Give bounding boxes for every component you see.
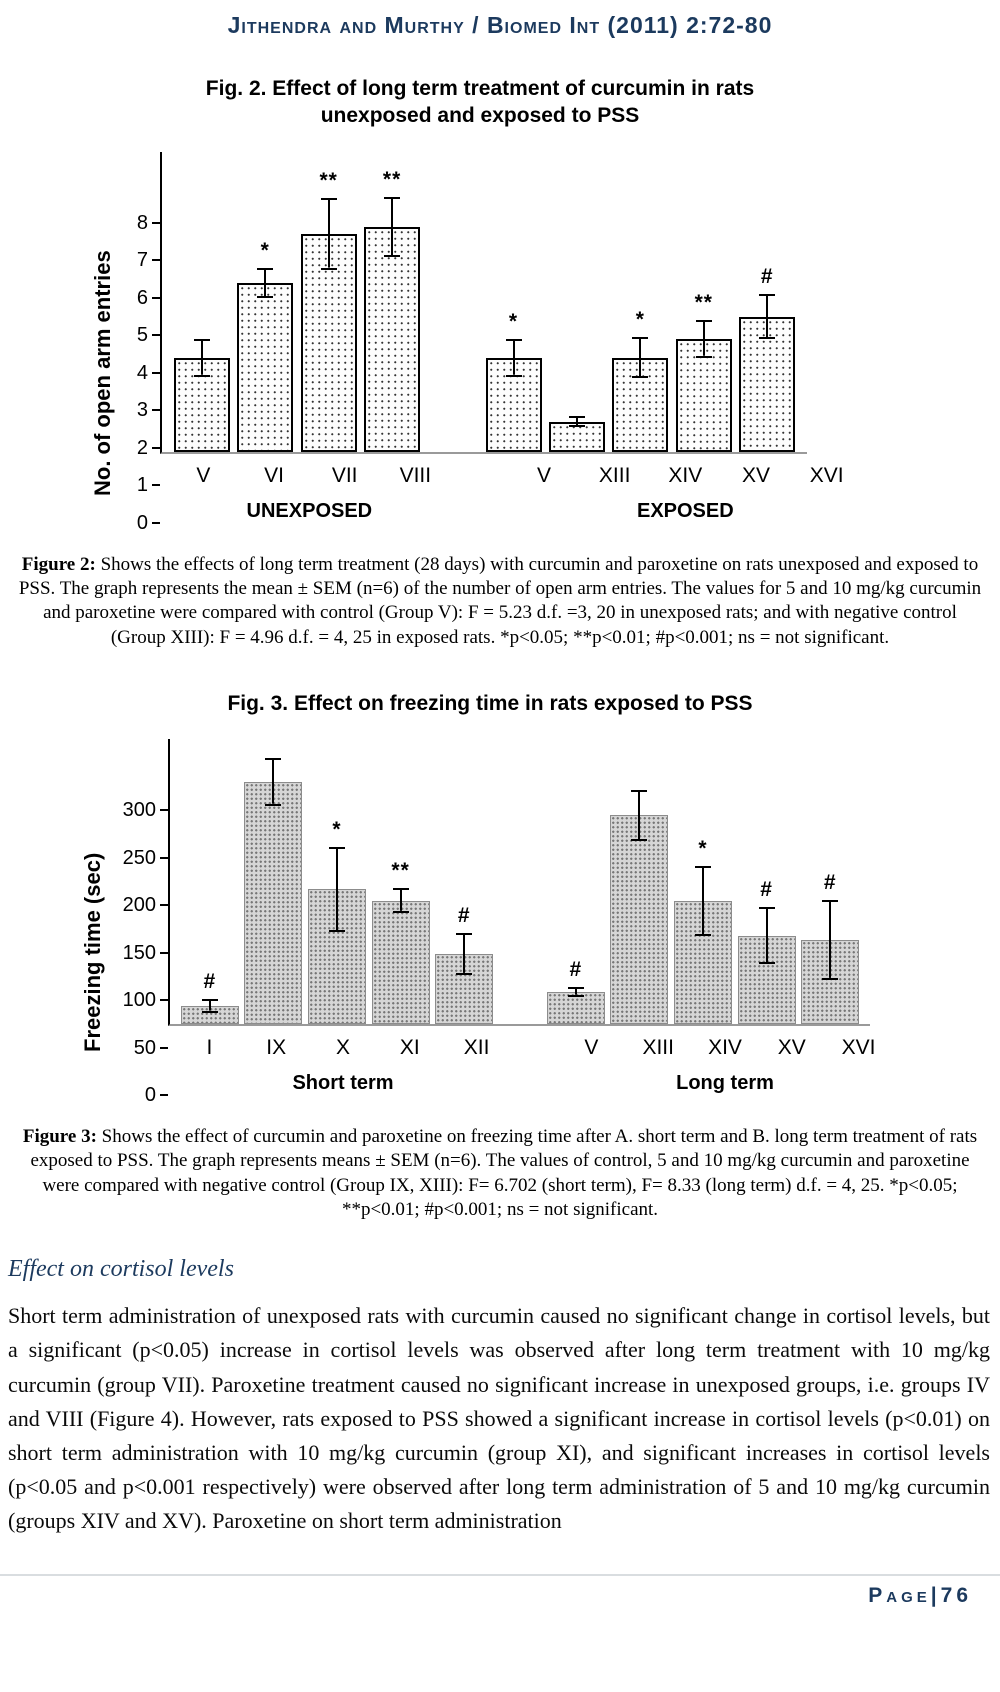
x-tick-label: XV: [777, 1036, 806, 1060]
significance-marker: **: [382, 167, 402, 191]
significance-marker: #: [760, 265, 774, 289]
y-tick-label: 300: [122, 799, 156, 822]
significance-marker: #: [569, 958, 583, 982]
y-tick-label: 7: [136, 249, 148, 272]
y-tick-mark: [160, 904, 168, 906]
figure2-plot: [90, 152, 870, 534]
y-tick-label: 0: [144, 1084, 156, 1107]
error-bar: [631, 790, 647, 841]
figure3-y-axis-label: Freezing time (sec): [80, 853, 105, 1053]
significance-marker: **: [319, 169, 338, 193]
y-tick-label: 200: [122, 894, 156, 917]
error-bar: [759, 907, 775, 964]
group-gap: [451, 464, 509, 488]
bar-cell: [672, 152, 735, 452]
figure3-chart: [80, 690, 900, 1107]
y-tick-label: 6: [136, 286, 148, 309]
figure2-x-labels: [160, 464, 870, 488]
y-tick-label: 50: [133, 1036, 156, 1059]
figure3-plot-stack: [168, 739, 900, 1095]
bar-cell: [482, 152, 545, 452]
y-tick-mark: [152, 447, 160, 449]
y-tick-label: 150: [122, 941, 156, 964]
bar-V: [547, 992, 605, 1024]
y-tick-mark: [160, 1047, 168, 1049]
significance-marker: #: [823, 870, 837, 894]
y-tick-mark: [152, 409, 160, 411]
section-heading: Effect on cortisol levels: [8, 1256, 234, 1283]
y-tick-mark: [152, 297, 160, 299]
error-bar: [257, 268, 273, 298]
figure3-y-axis: [106, 799, 168, 1107]
bar-group: [178, 739, 496, 1024]
figure2-plot-stack: [160, 152, 870, 523]
x-tick-label: XIII: [642, 1036, 674, 1060]
y-tick-mark: [152, 484, 160, 486]
figure2-group-labels: [160, 500, 870, 523]
group-gap: [451, 500, 509, 523]
x-tick-label: XIII: [598, 463, 631, 487]
bar-cell: [233, 152, 296, 452]
significance-marker: *: [260, 238, 270, 262]
bar-cell: [609, 152, 672, 452]
figure2-title: Fig. 2. Effect of long term treatment of curcumin in rats unexposed and exposed to PSS: [205, 77, 755, 128]
y-tick-label: 5: [136, 324, 148, 347]
y-tick-mark: [152, 222, 160, 224]
y-tick-mark: [160, 999, 168, 1001]
error-bar: [384, 197, 400, 257]
bar-group: [544, 739, 862, 1024]
x-tick-label: X: [335, 1036, 350, 1060]
bar-cell: [170, 152, 233, 452]
figure3-x-labels: [168, 1036, 900, 1060]
bar-cell: [798, 739, 862, 1024]
y-tick-mark: [152, 522, 160, 524]
significance-marker: #: [203, 970, 217, 994]
figure3-caption-label: Figure 3:: [22, 1126, 97, 1148]
bar-XIII: [610, 815, 668, 1024]
bar-group: [482, 152, 799, 452]
y-tick-label: 8: [136, 211, 148, 234]
header-citation: Jithendra and Murthy / Biomed Int (2011) 2:72-80: [227, 12, 773, 38]
figure3-caption-text: Shows the effect of curcumin and paroxetine on freezing time after A. short term and B. long term treatment of rats exposed to PSS. The graph represents means ± SEM (n=6). The values of control, 5 and 10 mg/kg curcumin and paroxetine were compared with negative control (Group IX, XIII): F= 6.702 (short term), F= 8.33 (long term) d.f. = 4, 25. *p<0.05; **p<0.01; #p<0.001; ns = not significant.: [30, 1126, 978, 1221]
error-bar: [569, 416, 585, 427]
error-bar: [568, 987, 584, 997]
y-tick-label: 250: [122, 846, 156, 869]
error-bar: [506, 339, 522, 377]
x-tick-label: XVI: [809, 463, 844, 487]
x-tick-label: V: [196, 463, 211, 487]
bar-cell: [360, 152, 423, 452]
bar-cell: [178, 739, 242, 1024]
bar-group: [170, 152, 424, 452]
x-tick-label: XVI: [841, 1036, 876, 1060]
y-tick-label: 1: [136, 474, 148, 497]
error-bar: [202, 999, 218, 1012]
error-bar: [759, 294, 775, 339]
significance-marker: #: [760, 878, 773, 902]
x-tick-label: VI: [264, 463, 284, 487]
x-tick-label: XI: [399, 1036, 420, 1060]
x-tick-label: XIV: [708, 1036, 742, 1060]
significance-marker: *: [635, 308, 645, 332]
error-bar: [632, 337, 648, 378]
significance-marker: #: [457, 903, 471, 927]
y-tick-label: 3: [136, 399, 148, 422]
group-label: Long term: [676, 1072, 774, 1095]
figure2-caption: [14, 553, 986, 650]
x-tick-label: I: [206, 1036, 213, 1060]
group-label: UNEXPOSED: [246, 499, 373, 522]
error-bar: [695, 866, 711, 936]
x-tick-label: XII: [463, 1036, 490, 1060]
x-tick-label: VII: [331, 463, 358, 487]
bar-cell: [544, 739, 608, 1024]
figure2-caption-text: Shows the effects of long term treatment (28 days) with curcumin and paroxetine on rats unexposed and exposed to PSS. The graph represents the mean ± SEM (n=6) of the number of open arm entries. The values for 5 and 10 mg/kg curcumin and paroxetine were compared with control (Group V): F = 5.23 d.f. =3, 20 in unexposed rats; and with negative control (Group XIII): F = 4.96 d.f. = 4, 25 in exposed rats. *p<0.05; **p<0.01; #p<0.001; ns = not significant.: [18, 553, 982, 648]
bar-cell: [369, 739, 433, 1024]
bar-cell: [736, 152, 799, 452]
bar-cell: [432, 739, 496, 1024]
figure2-y-axis: [116, 211, 160, 534]
y-tick-label: 100: [122, 989, 156, 1012]
error-bar: [822, 900, 838, 980]
error-bar: [456, 933, 472, 975]
figure2-bars: [162, 152, 807, 452]
figure2-chart: [90, 75, 870, 534]
y-tick-mark: [160, 952, 168, 954]
error-bar: [393, 888, 409, 913]
x-tick-label: XV: [742, 463, 771, 487]
significance-marker: **: [694, 291, 713, 315]
error-bar: [194, 339, 210, 377]
bar-VIII: [364, 227, 420, 452]
group-label: EXPOSED: [636, 499, 734, 522]
bar-cell: [608, 739, 672, 1024]
bar-cell: [671, 739, 735, 1024]
bar-XI: [372, 901, 430, 1025]
x-tick-label: IX: [266, 1036, 287, 1060]
error-bar: [265, 758, 281, 806]
x-tick-label: XIV: [668, 463, 703, 487]
error-bar: [696, 320, 712, 358]
bar-cell: [305, 739, 369, 1024]
y-tick-mark: [160, 809, 168, 811]
figure2-y-axis-label: No. of open arm entries: [90, 249, 115, 496]
x-tick-label: VIII: [399, 463, 432, 487]
figure2-plot-area: [160, 152, 807, 454]
y-tick-mark: [160, 1094, 168, 1096]
significance-marker: *: [332, 817, 342, 841]
bar-cell: [545, 152, 608, 452]
bar-cell: [297, 152, 360, 452]
bar-cell: [735, 739, 799, 1024]
figure3-group-labels: [168, 1072, 900, 1095]
x-tick-label: V: [584, 1036, 599, 1060]
bar-IX: [244, 782, 302, 1024]
significance-marker: *: [698, 836, 708, 860]
y-tick-label: 2: [136, 436, 148, 459]
footer-divider: [0, 1574, 1000, 1576]
bar-VI: [237, 283, 293, 452]
error-bar: [329, 847, 345, 933]
significance-marker: **: [391, 859, 410, 883]
body-paragraph: Short term administration of unexposed rats with curcumin caused no significant change in cortisol levels, but a significant (p<0.05) increase in cortisol levels was observed after long term treatment with 10 mg/kg curcumin (group VII). Paroxetine treatment caused no significant increase in unexposed groups, i.e. groups IV and VIII (Figure 4). However, rats exposed to PSS showed a significant increase in cortisol levels (p<0.01) on short term administration with 10 mg/kg curcumin (group XI), and significant increases in cortisol levels (p<0.05 and p<0.001 respectively) were observed after long term administration of 5 and 10 mg/kg curcumin (groups XIV and XV). Paroxetine on short term administration: [8, 1303, 990, 1533]
y-tick-mark: [160, 857, 168, 859]
figure3-plot: [80, 739, 900, 1107]
group-gap: [510, 1036, 558, 1060]
x-label-group: [509, 464, 862, 488]
y-tick-mark: [152, 372, 160, 374]
y-tick-label: 0: [136, 511, 148, 534]
figure3-plot-area: [168, 739, 870, 1026]
y-tick-label: 4: [136, 361, 148, 384]
x-label-group: [176, 1036, 510, 1060]
figure3-caption: [14, 1125, 986, 1222]
y-tick-mark: [152, 334, 160, 336]
x-tick-label: V: [537, 463, 552, 487]
y-tick-mark: [152, 259, 160, 261]
group-gap: [510, 1072, 558, 1095]
x-label-group: [168, 464, 451, 488]
figure3-bars: [170, 739, 870, 1024]
error-bar: [321, 198, 337, 269]
x-label-group: [558, 1036, 892, 1060]
group-label: Short term: [292, 1072, 394, 1095]
figure3-title: Fig. 3. Effect on freezing time in rats exposed to PSS: [227, 691, 753, 715]
significance-marker: *: [508, 310, 519, 334]
bar-cell: [242, 739, 306, 1024]
page-number: Page|76: [868, 1584, 972, 1608]
figure2-caption-label: Figure 2:: [21, 553, 96, 575]
